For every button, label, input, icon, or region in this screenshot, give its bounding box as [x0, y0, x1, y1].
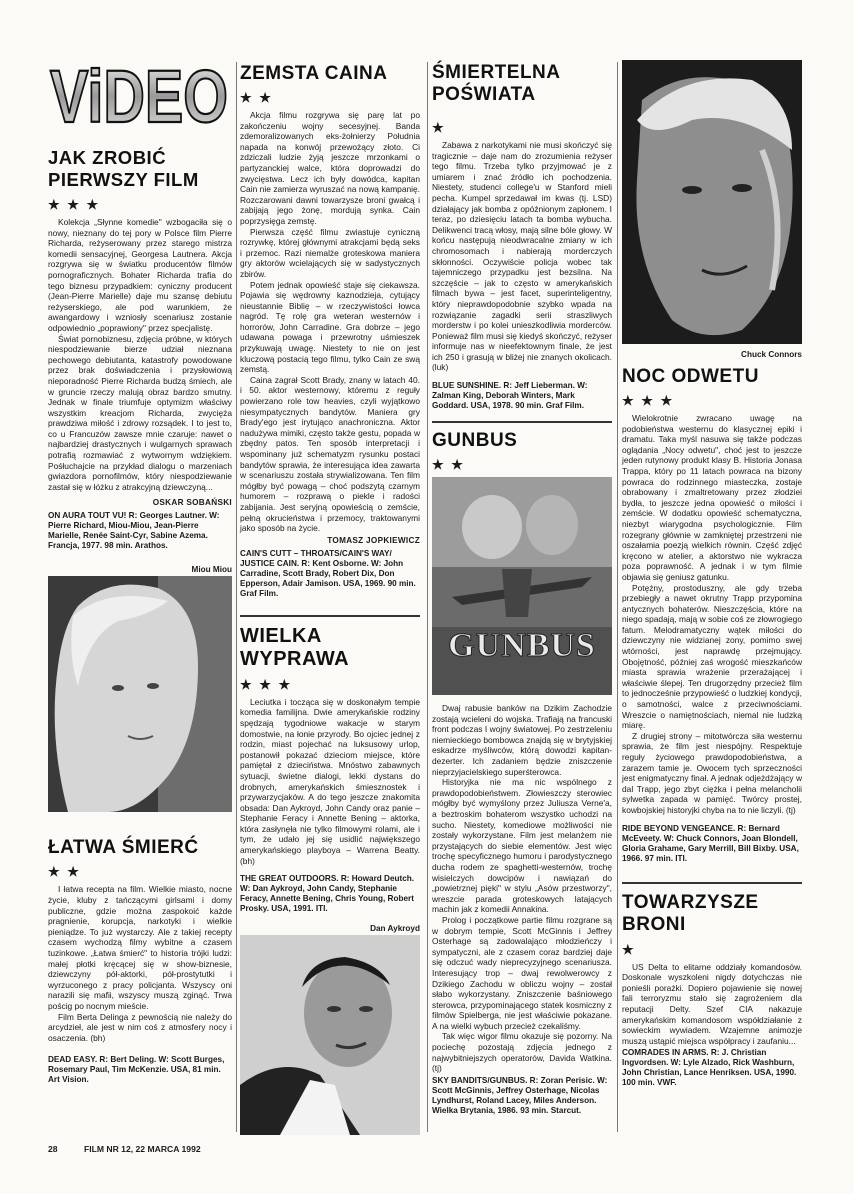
rating-stars: ★ ★ ★ [240, 676, 293, 692]
article-smiertelna-poswiata [432, 62, 612, 411]
rating-stars: ★ ★ [240, 90, 273, 105]
article-paragraph: Historyjka nie ma nic wspólnego z prawdopodobieństwem. Złowieszczy sterowiec mógłby być wymyślony przez Juliusza Verne'a, a beztroskim bohaterom wszystko uchodzi na sucho. Niestety, komediowe możliwości nie zostały wykorzystane. Film jest melanżem nie przystających do siebie elementów. Jest więc trochę specyficznego humoru i parodystycznego ducha rodem ze spaghetti-westernów, trochę wisielczych dowcipów i nawiązań do „powietrznej pięki" w stylu „Asów przestworzy", wreszcie parada groteskowych latających machin jak z komedii Annakina. [432, 777, 612, 915]
article-jak-zrobic [48, 147, 232, 551]
article-wielka-wyprawa [240, 625, 420, 915]
column-4 [622, 58, 802, 1088]
article-paragraph: Kolekcja „Słynne komedie" wzbogaciła się o nowy, nieznany do tej pory w Polsce film Pierre Richarda, reżyserowany przez starego mistrza komedii sensacyjnej, Georgesa Lautnera. Akcja rozgrywa się w światku producentów filmów pornograficznych. Bohater Richarda trafia do tego biznesu przypadkiem: cyniczny producent (Jean-Pierre Marielle) daje mu szansę debiutu reżyserskiego, ale pod warunkiem, że awangardowy i wzniosły scenariusz zostanie odpowiednio „poprawiony" przez specjalistę. [48, 217, 232, 333]
article-title: WIELKA WYPRAWA [240, 624, 350, 670]
article-paragraph: Pierwsza część filmu zwiastuje cyniczną rozrywkę, której głównymi atrakcjami będą seks i przemoc. Razi niemalże groteskowa maniera gry aktorów wcielających się w sadystycznych zbirów. [240, 226, 420, 279]
article-paragraph: I łatwa recepta na film. Wielkie miasto, nocne życie, kluby z tańczącymi girlsami i domy publiczne, gdzie można zaspokoić każde pragnienie, korupcja, narkotyki i wielkie pieniądze. To już wystarczy. Ale z takiej recepty czasem wychodzą filmy wybitne a czasem tuzinkowe. „Łatwa śmierć" to historia trójki ludzi: małej płotki kręcącej się w show-biznesie, dziewczyny pół-aktorki, pół-prostytutki i wyrzuconego z pracy policjanta. Wszyscy oni narazili się mafii, wszyscy muszą zginąć. Trwa pościg po nocnym mieście. [48, 884, 232, 1011]
article-paragraph: Wielokrotnie zwracano uwagę na podobieństwa westernu do klasycznej epiki i dramatu. Taka myśl nasuwa się także podczas oglądania „Nocy odwetu", choć jest to jeszcze jeden rutynowy produkt klasy B. Historia Jonasa Trappa, który po 11 latach powraca na bizony powraca do rodzinnego miasteczka, zostaje obrabowany i zmaltretowany przez złodziei bydła, to jeszcze jedna opowieść o miłości i zemście. W dodatku opowieść schematyczna, niezbyt wiarygodna psychologicznie. Film rozegrany głównie w zamkniętej przestrzeni nie oszałamia poezją wielkich równin. Część zdjęć kręcono w atelier, a aktorstwo nie wykracza poza poprawność. A jednak i w tym filmie objawia się geniusz gatunku. [622, 413, 802, 582]
issue-info: FILM NR 12, 22 MARCA 1992 [83, 1144, 201, 1154]
gunbus-poster-title: GUNBUS [448, 627, 596, 665]
film-credits: THE GREAT OUTDOORS. R: Howard Deutch. W: Dan Aykroyd, John Candy, Stephanie Feracy, Annette Bening, Chris Young, Robert Prosky. USA, 1991. ITI. [240, 874, 415, 914]
article-noc-odwetu [622, 367, 802, 864]
page-footer [48, 1144, 225, 1154]
article-title: ZEMSTA CAINA [240, 63, 388, 84]
rating-stars: ★ [432, 120, 446, 135]
column-2 [240, 58, 420, 1135]
film-credits: RIDE BEYOND VENGEANCE. R: Bernard McEveety. W: Chuck Connors, Joan Blondell, Gloria Grahame, Gary Merrill, Bill Bixby. USA, 1966. 97 min. ITI. [622, 823, 799, 863]
column-divider [236, 62, 237, 1132]
rating-stars: ★ ★ [48, 864, 81, 880]
column-divider [427, 62, 428, 1132]
dan-aykroyd-photo [240, 935, 420, 1135]
article-paragraph: Film Berta Delinga z pewnością nie należy do arcydzieł, ale jest w nim coś z atmosfery nocy i osaczenia. (bh) [48, 1011, 232, 1043]
article-paragraph: Dwaj rabusie banków na Dzikim Zachodzie zostają wcieleni do wojska. Trafiają na francuski front podczas I wojny światowej. Po zestrzeleniu niemieckiego bombowca znajdą się w brytyjskiej eskadrze myśliwców, którą dowodzi kapitan-dezerter. Ich zadaniem będzie zniszczenie nieprzyjacielskiego superśterowca. [432, 703, 612, 777]
film-credits: ON AURA TOUT VU! R: Georges Lautner. W: Pierre Richard, Miou-Miou, Jean-Pierre Marielle, Renée Saint-Cyr, Sabine Azema. Francja, 1977. 98 min. Arathos. [48, 511, 220, 551]
miou-miou-photo [48, 576, 232, 812]
article-author: OSKAR SOBAŃSKI [152, 498, 232, 508]
article-latwa-smierc [48, 838, 232, 1085]
column-divider [617, 62, 618, 1132]
photo-caption: Chuck Connors [741, 350, 802, 359]
film-credits: BLUE SUNSHINE. R: Jeff Lieberman. W: Zalman King, Deborah Winters, Mark Goddard. USA, 1978. 90 min. Graf Film. [432, 381, 588, 411]
article-paragraph: Z drugiej strony – mitotwórcza siła westernu sprawia, że film jest niespójny. Respektuje reguły życiowego prawdopodobieństwa, a zarazem tamie je. Owocem tych sprzeczności jest enigmatyczny finał. A jednak odjeżdżający w dal Trapp, jego zbyt ciężka i pełna melancholii sylwetka zapada w pamięć. Twórcy prostej, kowbojskiej historyjki chyba na to nie liczyli. (tj) [622, 730, 802, 815]
photo-caption: Dan Aykroyd [370, 924, 420, 934]
article-paragraph: Caina zagrał Scott Brady, znany w latach 40. i 50. aktor westernowy, któremu z reguły powierzano role tow heavies, czyli wyjątkowo niesympatycznych bandytów. Maniera gry Brady'ego jest irytująco anachroniczna. Aktor nadużywa mimiki, często także gestu, popada w zbędny patos. Ten sposób interpretacji i wspominany już schematyzm rysunku postaci bandytów sprawia, że interesująca idea zawarta w scenariuszu została strywializowana. Ten film mógłby być powagą – choć podszytą czarnym humorem – rozprawą o piekle i radości zabijania. Jest seryjną opowieścią o zemście, pełną okrucieństwa i przemocy, traktowanymi jako sposób na życie. [240, 374, 420, 534]
film-credits: CAIN'S CUTT – THROATS/CAIN'S WAY/ JUSTICE CAIN. R: Kent Osborne. W: John Carradine, Scott Brady, Robert Dix, Don Epperson, Adair Jamison. USA, 1969. 90 min. Graf Film. [240, 548, 416, 598]
section-rule [240, 615, 420, 617]
article-paragraph: Tak więc wigor filmu okazuje się pozorny. Na pociechę pozostają zdjęcia jednego z najwybitniejszych operatorów, Davida Watkina.(tj) [432, 1031, 612, 1074]
article-paragraph: Świat pornobiznesu, zdjęcia próbne, w których niespodziewanie bierze udział nieznana pechowego debiutanta, katastrofy powodowane przez brak doświadczenia i przysłowiową nieporadność Pierre Richarda budzą śmiech, ale w gruncie rzeczy malują obraz bardzo smutny. Jednak w finale triumfuje optymizm właściwy wszystkim kreacjom Richarda, zwycięża prawdziwa miłość i zdrowy rozsądek. I to jest to, co u Francuzów zawsze mnie czaruje: nawet o najbardziej drastycznych i wulgarnych sprawach potrafią rozmawiać z wytwornym wdziękiem. Pośłuchajcie na przykład dialogu o marzeniach gwiazdora pornofilmów, który niespodziewanie zastał się w łóżku z atrakcyjną dziewczyną... [48, 333, 232, 492]
rating-stars: ★ [622, 941, 636, 957]
rating-stars: ★ ★ ★ [622, 393, 675, 408]
rating-stars: ★ ★ [432, 457, 465, 473]
page-number: 28 [48, 1144, 58, 1154]
column-1 [48, 58, 232, 1085]
article-title: ŁATWA ŚMIERĆ [48, 837, 199, 859]
video-section-logo [48, 58, 230, 128]
article-title: JAK ZROBIĆ PIERWSZY FILM [48, 147, 199, 190]
article-paragraph: US Delta to elitarne oddziały komandosów. Doskonale wyszkoleni nigdy dotychczas nie ponieśli porażki. Dopiero pojawienie się nowej fali terroryzmu stało się zagrożeniem dla reputacji Delty. Szef CIA nakazuje amerykańskim komandosom współdziałanie z sowieckim wywiadem. Wzajemne animozje muszą ustąpić miejsca współpracy i zaufaniu... [622, 961, 802, 1046]
article-towarzysze-broni [622, 892, 802, 1089]
column-3 [432, 58, 612, 1116]
article-zemsta-caina [240, 64, 420, 599]
article-paragraph: Potężny, prostoduszny, ale gdy trzeba przebiegły a nawet okrutny Trapp przypomina antycznych bohaterów. Nieszczęścia, które na niego spadają, mają w sobie coś ze złowrogiego fatum. Melodramatyczny wątek miłości do dziewczyny nie widzianej zony, pomimo swej wtórności, jest naprawdę przejmujący. Obojętność, później zaś wrogość mieszkańców miasta sprawia wrażenie przerażającej i właściwie ślepej. Ten drugorzędny przecież film to jednocześnie przypowieść o ludzkiej kondycji, o samotności, walce z przeciwnościami. Wreszcie o namiętnościach, niemal nie ludzką miarę. [622, 582, 802, 731]
film-credits: SKY BANDITS/GUNBUS. R: Zoran Perisic. W: Scott McGinnis, Jeffrey Osterhage, Nicolas Lyndhurst, Roland Lacey, Miles Anderson. Wielka Brytania, 1986. 93 min. Starcut. [432, 1075, 608, 1115]
article-title: NOC ODWETU [622, 366, 759, 387]
section-rule [432, 421, 612, 423]
section-rule [622, 882, 802, 884]
video-logo-text: ViDEO [50, 58, 228, 128]
article-paragraph: Prolog i początkowe partie filmu rozgrane są w dobrym tempie, Scott McGinnis i Jeffrey Osterhage są zadowalająco młodzieńczy i sympatyczni, ale z czasem coraz bardziej daje się odczuć wady nieprecyzyjnego scenariusza. Interesujący trop – dwaj rewolwerowcy z Dzikiego Zachodu w obliczu wojny – został słabo wykorzystany. Zniszczenie baśniowego sterowca, przypominającego statek kosmiczny z filmów Spielberga, nie jest właściwie pokazane. A na wielki wybuch przecież czekaliśmy. [432, 914, 612, 1031]
article-title: TOWARZYSZE BRONI [622, 891, 759, 935]
article-gunbus [432, 431, 612, 1116]
article-paragraph: Leciutka i tocząca się w doskonałym tempie komedia familijna. Dwie amerykańskie rodziny spędzają tygodniowe wakacje w starym domostwie, na łonie przyrody. Bo ojciec jednej z rodzin, miast pojechać na luksusowy urlop, postanowił pokazać dzieciom miejsce, które pamiętał z dzieciństwa. Mnóstwo zabawnych sytuacji, świetne dialogi, lekki dystans do drobnych, amerykańskich śmiesznostek i przywarzycjaków. A do tego jeszcze znakomita obsada: Dan Aykroyd, John Candy oraz panie – Stephanie Feracy i Annette Bening – aktorka, która zasłynęła nie tylko filmowymi rolami, ale i tym, że udało jej się usidlić największego amerykańskiego playboya – Warrena Beatty. (bh) [240, 696, 420, 866]
article-paragraph: Zabawa z narkotykami nie musi skończyć się tragicznie – daje nam do zrozumienia reżyser tego filmu. Trzeba tylko przyjmować je z umiarem i znać źródło ich pochodzenia. Niestety, studenci college'u w Stanford mieli pecha. Kumpel sprzedawał im kwas (tj. LSD) działający jak bomba z opóźnionym zapłonem. I teraz, po dziesięciu latach ta bomba wybucha. Delikwenci tracą włosy, mają silne bóle głowy. W końcu następują nieodwracalne zmiany w ich chromosomach i nabierają morderczych skłonności. Oczywiście policja wobec tak tajemniczego przypadku jest bezsilna. Na szczęście – jak to często w amerykańskich filmach bywa – jest facet, superinteligentny, który nieprawdopodobnie szybko wpada na rozwiązanie zagadki serii straszliwych morderstw i po kolei unieszkodliwia morderców. Ponieważ film musi się kiedyś skończyć, reżyser informuje nas w nieefektownym finale, że jest ich 250 i grasują w bliżej nie znanych okolicach. (luk) [432, 140, 612, 373]
article-title: ŚMIERTELNA POŚWIATA [432, 62, 560, 105]
photo-caption: Miou Miou [191, 565, 232, 575]
article-paragraph: Akcja filmu rozgrywa się parę lat po zakończeniu wojny secesyjnej. Banda zdemoralizowanych eks-żołnierzy Południa napada na konwój przewożący złoto. Ci zdziczali ludzie żyją jeszcze mrzonkami o partyzanckiej walce, która doprowadzi do zwycięstwa. Lecz ich były dowódca, kapitan Cain nie zamierza wyruszać na nową kampanię. Rozczarowani dawni towarzysze broni gwałcą i zabijają jego żonę, mordują synka. Cain poprzysięga zemstę. [240, 110, 420, 226]
article-paragraph: Potem jednak opowieść staje się ciekawsza. Pojawia się wędrowny kaznodzieja, cytujący nieustannie Biblię – w rzeczywistości łowca nagród. Tę rolę gra weteran westernów i horrorów, John Carradine. Gra dobrze – jego udawana powaga i przewrotny uśmieszek przykuwają uwagę. Niestety to nie on jest kluczową postacią tego filmu, tylko Cain ze swą zemstą. [240, 279, 420, 375]
film-credits: DEAD EASY. R: Bert Deling. W: Scott Burges, Rosemary Paul, Tim McKenzie. USA, 81 min. Art Vision. [48, 1055, 225, 1085]
article-author: TOMASZ JOPKIEWICZ [327, 535, 420, 545]
film-credits: COMRADES IN ARMS. R: J. Christian Ingvordsen. W: Lyle Alzado, Rick Washburn, John Christian, Lance Henriksen. USA, 1990. 100 min. VWF. [622, 1048, 797, 1088]
chuck-connors-photo [622, 60, 802, 344]
rating-stars: ★ ★ ★ [48, 197, 101, 212]
gunbus-poster [432, 477, 612, 695]
article-title: GUNBUS [432, 430, 518, 452]
